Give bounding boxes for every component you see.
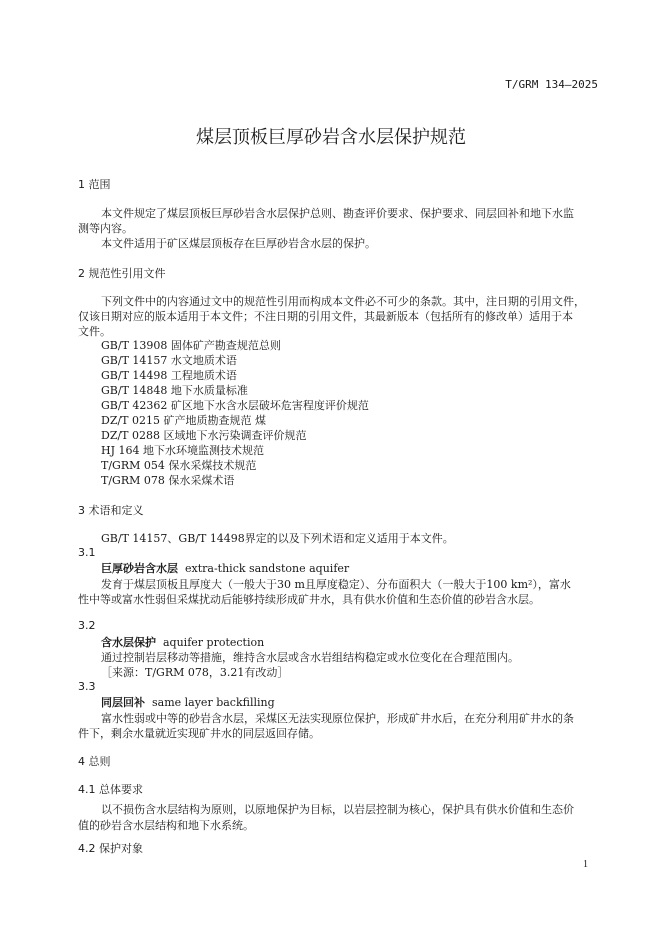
term-3-3-def-line1: 富水性弱或中等的砂岩含水层，采煤区无法实现原位保护，形成矿井水后，在充分利用矿井水的条 [101, 712, 574, 725]
section-2-para-line3: 文件。 [78, 325, 111, 338]
section-4-heading: 4 总则 [78, 755, 111, 768]
section-2-para-line2: 仅该日期对应的版本适用于本文件；不注日期的引用文件，其最新版本（包括所有的修改单）适用于本 [78, 310, 573, 323]
term-3-1-en: extra-thick sandstone aquifer [185, 562, 350, 575]
term-3-3-title [101, 694, 275, 710]
term-3-2-zh: 含水层保护 [101, 636, 156, 649]
term-3-1-zh: 巨厚砂岩含水层 [101, 562, 178, 575]
term-3-1-def-line2: 性中等或富水性弱但采煤扰动后能够持续形成矿井水，具有供水价值和生态价值的砂岩含水层。 [78, 593, 540, 606]
section-3-heading: 3 术语和定义 [78, 504, 144, 517]
section-2-para-line1: 下列文件中的内容通过文中的规范性引用而构成本文件必不可少的条款。其中，注日期的引用文件， [101, 295, 585, 308]
term-3-1-number: 3.1 [78, 546, 96, 559]
reference-item: GB/T 14157 水文地质术语 [101, 354, 237, 367]
section-4-2-heading: 4.2 保护对象 [78, 842, 143, 855]
term-3-1-title [101, 560, 349, 576]
section-2-heading: 2 规范性引用文件 [78, 267, 166, 280]
term-3-3-def-line2: 件下，剩余水量就近实现矿井水的同层返回存储。 [78, 727, 320, 740]
reference-item: T/GRM 078 保水采煤术语 [101, 474, 235, 487]
reference-item: GB/T 14498 工程地质术语 [101, 369, 237, 382]
reference-item: GB/T 14848 地下水质量标准 [101, 384, 248, 397]
term-3-3-number: 3.3 [78, 680, 96, 693]
section-4-1-heading: 4.1 总体要求 [78, 783, 143, 796]
section-4-1-para-line1: 以不损伤含水层结构为原则，以原地保护为目标，以岩层控制为核心，保护具有供水价值和生态价 [101, 803, 574, 816]
reference-item: DZ/T 0288 区域地下水污染调查评价规范 [101, 429, 307, 442]
reference-item: GB/T 13908 固体矿产勘查规范总则 [101, 339, 281, 352]
term-3-2-title [101, 634, 264, 650]
document-title: 煤层顶板巨厚砂岩含水层保护规范 [196, 127, 466, 148]
section-1-heading: 1 范围 [78, 178, 111, 191]
section-1-para1-line1: 本文件规定了煤层顶板巨厚砂岩含水层保护总则、勘查评价要求、保护要求、同层回补和地下水监 [101, 207, 574, 220]
reference-item: GB/T 42362 矿区地下水含水层破坏危害程度评价规范 [101, 399, 369, 412]
section-1-para1-line2: 测等内容。 [78, 222, 133, 235]
term-3-2-en: aquifer protection [163, 636, 265, 649]
term-3-2-number: 3.2 [78, 619, 96, 632]
term-3-1-def-line1: 发育于煤层顶板且厚度大（一般大于30 m且厚度稳定）、分布面积大（一般大于100 km²），富水 [101, 578, 571, 591]
section-4-1-para-line2: 值的砂岩含水层结构和地下水系统。 [78, 819, 254, 832]
section-3-intro: GB/T 14157、GB/T 14498界定的以及下列术语和定义适用于本文件。 [101, 532, 454, 545]
reference-item: DZ/T 0215 矿产地质勘查规范 煤 [101, 414, 266, 427]
reference-item: HJ 164 地下水环境监测技术规范 [101, 444, 264, 457]
term-3-2-def: 通过控制岩层移动等措施，维持含水层或含水岩组结构稳定或水位变化在合理范围内。 [101, 651, 519, 664]
page-number: 1 [583, 859, 588, 870]
term-3-2-source: ［来源：T/GRM 078，3.21有改动］ [101, 666, 289, 679]
reference-item: T/GRM 054 保水采煤技术规范 [101, 459, 257, 472]
section-1-para2: 本文件适用于矿区煤层顶板存在巨厚砂岩含水层的保护。 [101, 237, 376, 250]
standard-number: T/GRM 134—2025 [505, 78, 598, 91]
term-3-3-en: same layer backfilling [152, 696, 275, 709]
term-3-3-zh: 同层回补 [101, 696, 145, 709]
